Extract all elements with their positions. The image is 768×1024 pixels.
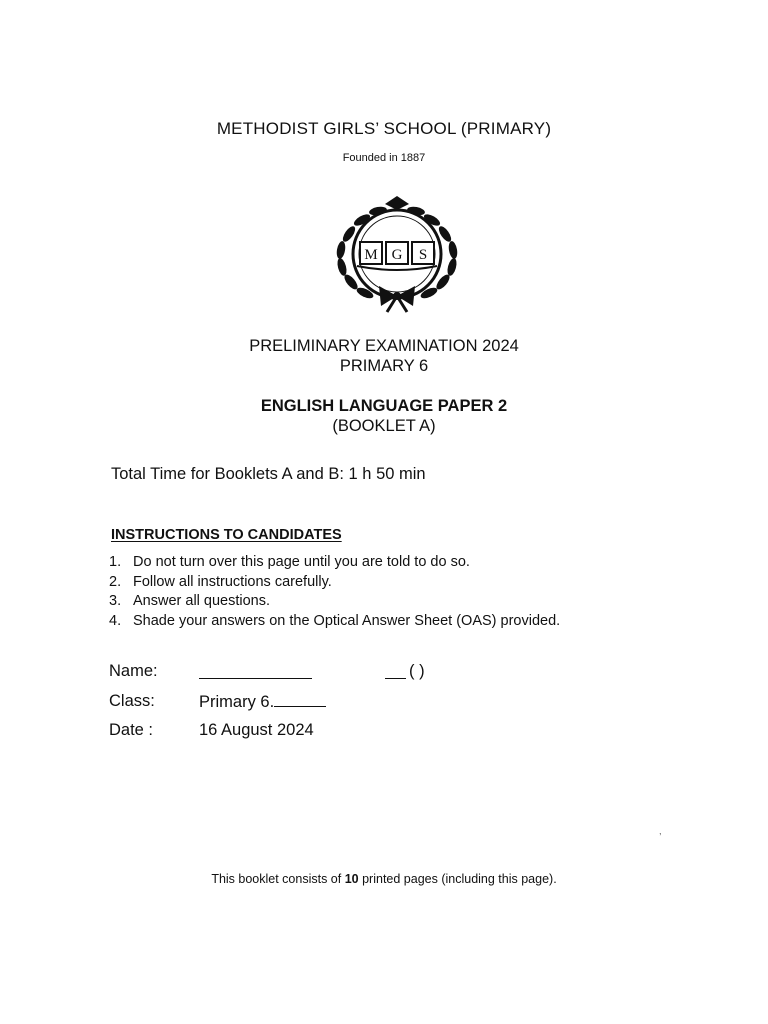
total-time bbox=[111, 465, 426, 484]
instruction-text: Follow all instructions carefully. bbox=[133, 573, 332, 590]
instructions-list bbox=[109, 553, 560, 631]
register-number-blank[interactable] bbox=[385, 664, 406, 679]
exam-level: PRIMARY 6 bbox=[339, 357, 429, 375]
paper-name: ENGLISH LANGUAGE PAPER 2 bbox=[260, 397, 508, 415]
crest-letter-s: S bbox=[418, 247, 428, 263]
footer-suffix: (including this page). bbox=[441, 872, 557, 886]
class-prefix: Primary 6. bbox=[199, 693, 275, 711]
page-count-note bbox=[0, 872, 768, 886]
crest-letter-m: M bbox=[364, 247, 378, 263]
instruction-number: 3. bbox=[109, 593, 122, 609]
instructions-heading: INSTRUCTIONS TO CANDIDATES bbox=[111, 527, 342, 543]
class-blank[interactable] bbox=[274, 692, 326, 707]
instruction-item bbox=[109, 553, 560, 573]
instruction-number: 1. bbox=[109, 554, 122, 570]
school-crest-logo bbox=[327, 190, 467, 314]
instruction-text: Shade your answers on the Optical Answer Sheet (OAS) provided. bbox=[133, 612, 561, 629]
exam-title-block bbox=[0, 336, 768, 376]
instruction-number: 4. bbox=[109, 612, 122, 629]
register-number-paren: ( ) bbox=[409, 662, 425, 680]
booklet-label: (BOOKLET A) bbox=[332, 417, 436, 435]
class-value bbox=[199, 692, 326, 712]
class-label: Class: bbox=[109, 692, 155, 710]
founded-year: Founded in 1887 bbox=[342, 152, 426, 164]
instruction-text: Do not turn over this page until you are told to do so. bbox=[133, 554, 470, 570]
instruction-item bbox=[109, 573, 560, 593]
footer-count: 10 bbox=[344, 872, 359, 886]
name-label: Name: bbox=[109, 662, 158, 680]
school-name: METHODIST GIRLS’ SCHOOL (PRIMARY) bbox=[216, 119, 552, 138]
stray-mark: , bbox=[659, 826, 662, 836]
footer-middle: printed pages bbox=[358, 872, 442, 886]
footer-prefix: This booklet consists of bbox=[211, 872, 345, 886]
paper-title-block bbox=[0, 396, 768, 436]
crest-letter-g: G bbox=[391, 247, 403, 263]
date-value: 16 August 2024 bbox=[199, 721, 314, 739]
instruction-number: 2. bbox=[109, 573, 122, 590]
exam-title: PRELIMINARY EXAMINATION 2024 bbox=[249, 337, 519, 355]
total-time-value: 1 h 50 min bbox=[348, 465, 426, 483]
name-blank[interactable] bbox=[199, 664, 312, 679]
instruction-text: Answer all questions. bbox=[133, 593, 271, 609]
date-label: Date : bbox=[109, 721, 154, 739]
total-time-label: Total Time for Booklets A and B: bbox=[111, 465, 349, 483]
instruction-item bbox=[109, 592, 560, 612]
instruction-item bbox=[109, 612, 560, 632]
